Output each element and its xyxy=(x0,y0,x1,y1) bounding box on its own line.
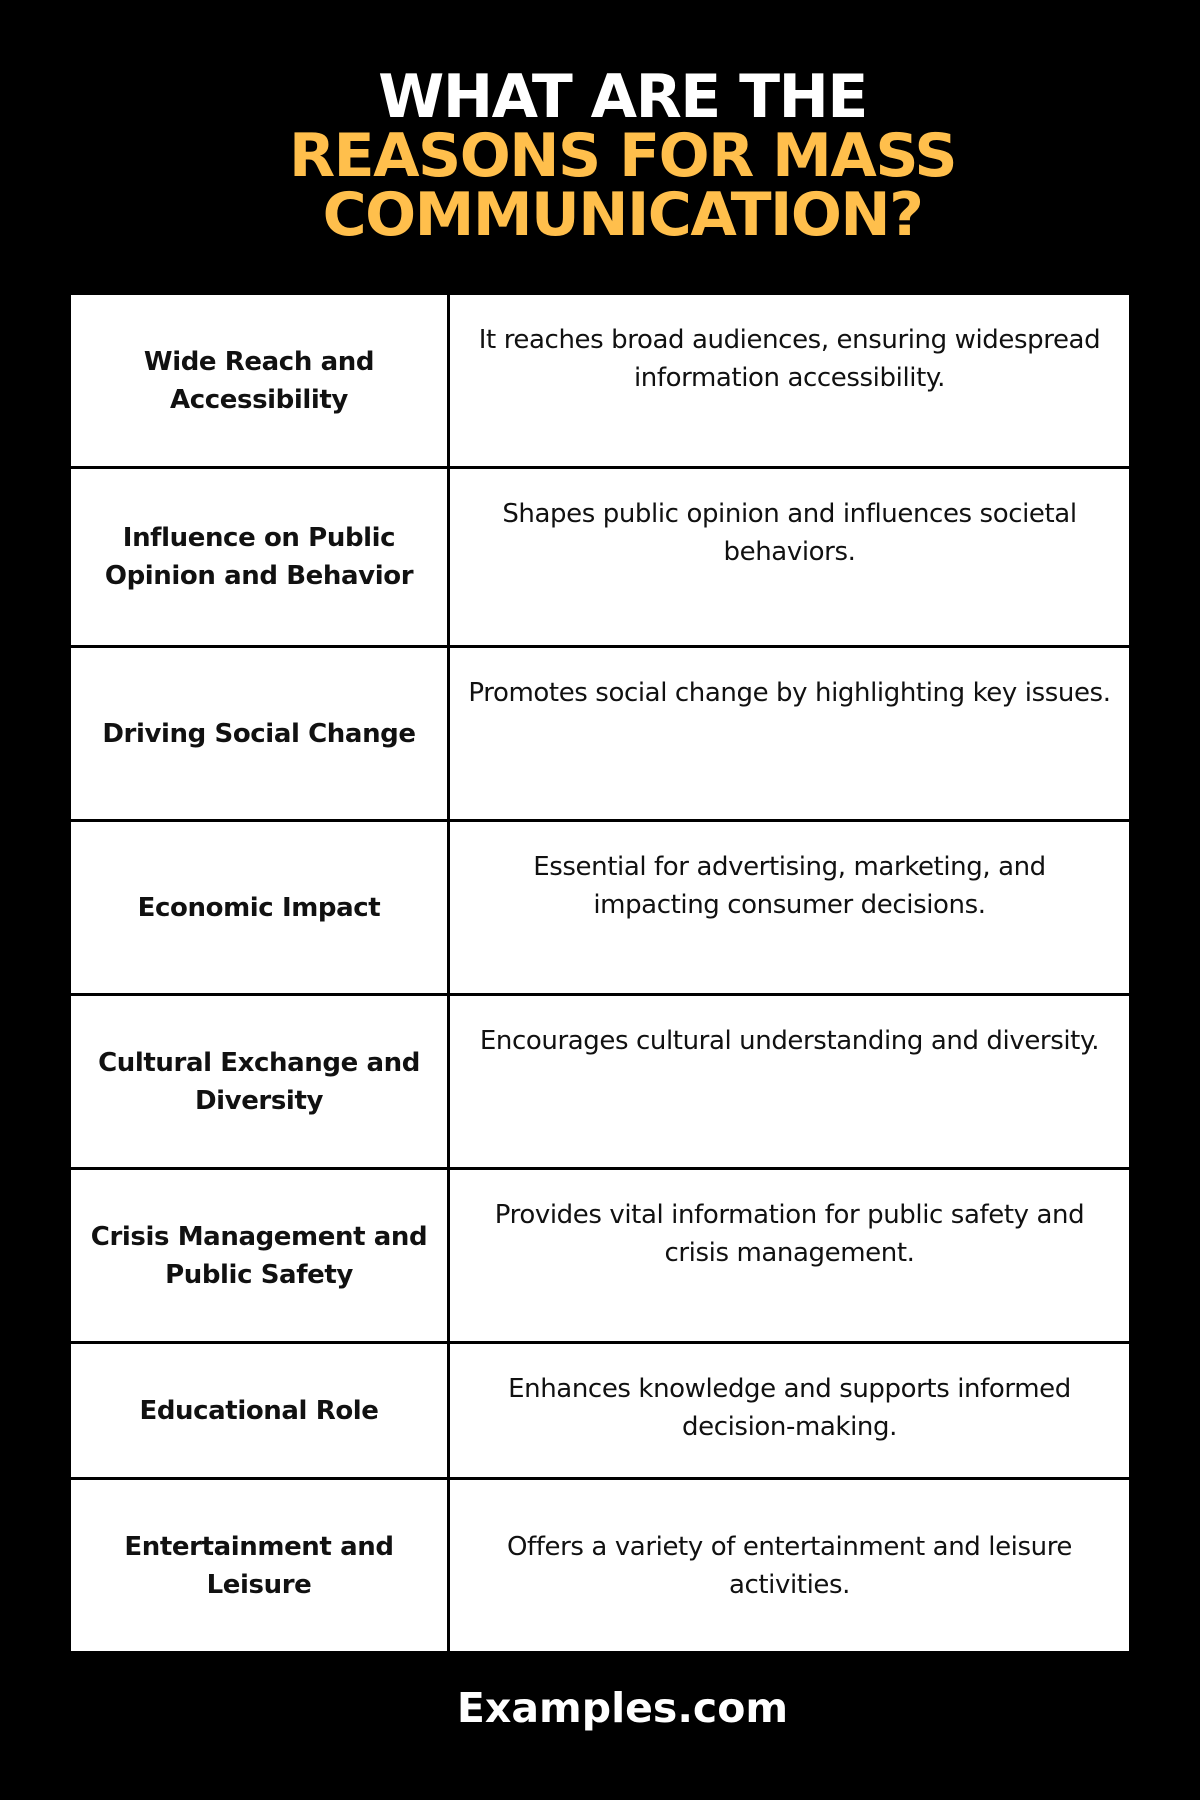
description-cell: Provides vital information for public safety and crisis management. xyxy=(449,1169,1131,1343)
reason-cell: Crisis Management and Public Safety xyxy=(70,1169,449,1343)
table-row xyxy=(70,995,1131,1169)
footer-brand: Examples.com xyxy=(456,1684,789,1732)
description-cell: Encourages cultural understanding and diversity. xyxy=(449,995,1131,1169)
table-row xyxy=(70,294,1131,468)
reason-cell: Educational Role xyxy=(70,1343,449,1479)
table-row xyxy=(70,1169,1131,1343)
reason-cell: Economic Impact xyxy=(70,821,449,995)
reason-cell: Cultural Exchange and Diversity xyxy=(70,995,449,1169)
description-cell: Offers a variety of entertainment and leisure activities. xyxy=(449,1479,1131,1653)
description-cell: Essential for advertising, marketing, and impacting consumer decisions. xyxy=(449,821,1131,995)
table-row xyxy=(70,1343,1131,1479)
reason-cell: Entertainment and Leisure xyxy=(70,1479,449,1653)
page-title xyxy=(0,62,1200,250)
reason-cell: Driving Social Change xyxy=(70,647,449,821)
reason-cell: Influence on Public Opinion and Behavior xyxy=(70,468,449,647)
table-row xyxy=(70,821,1131,995)
description-cell: Promotes social change by highlighting key issues. xyxy=(449,647,1131,821)
reasons-table xyxy=(68,292,1132,1654)
description-cell: Shapes public opinion and influences societal behaviors. xyxy=(449,468,1131,647)
title-line-1: WHAT ARE THE xyxy=(378,62,867,132)
description-cell: Enhances knowledge and supports informed decision-making. xyxy=(449,1343,1131,1479)
description-cell: It reaches broad audiences, ensuring widespread information accessibility. xyxy=(449,294,1131,468)
reason-cell: Wide Reach and Accessibility xyxy=(70,294,449,468)
table-row xyxy=(70,468,1131,647)
table-row xyxy=(70,1479,1131,1653)
table-row xyxy=(70,647,1131,821)
title-line-2: REASONS FOR MASS xyxy=(288,121,957,191)
title-line-3: COMMUNICATION? xyxy=(322,180,923,250)
